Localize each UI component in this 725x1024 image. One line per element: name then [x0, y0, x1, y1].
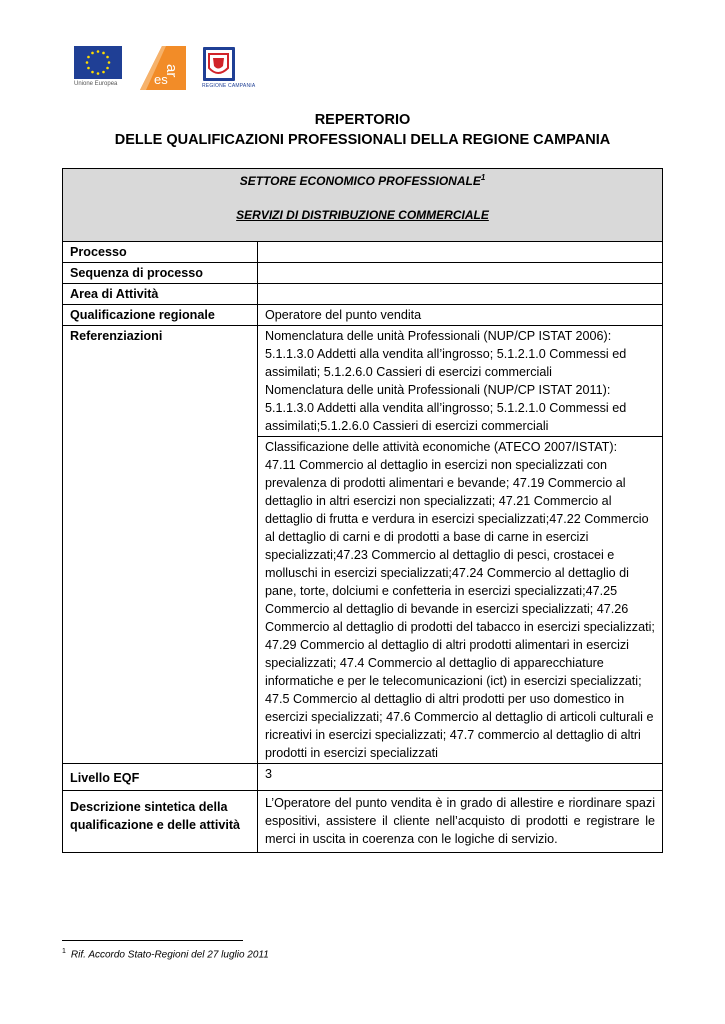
eu-flag-icon — [74, 46, 122, 79]
row-value-qualificazione: Operatore del punto vendita — [258, 305, 663, 326]
row-value-nup — [258, 326, 663, 437]
eu-star-icon — [97, 72, 100, 75]
eu-star-icon — [102, 71, 105, 74]
table-row — [63, 764, 663, 791]
eu-star-icon — [86, 61, 89, 64]
eu-star-icon — [91, 71, 94, 74]
eu-star-icon — [87, 56, 90, 59]
eu-star-icon — [97, 50, 100, 53]
table-row — [63, 263, 663, 284]
eu-logo — [74, 46, 124, 87]
row-value-sequenza — [258, 263, 663, 284]
title-line-1: REPERTORIO — [314, 112, 411, 128]
row-label-area: Area di Attività — [63, 284, 258, 305]
footnote-separator — [62, 940, 243, 941]
eu-star-icon — [87, 67, 90, 70]
sector-label — [70, 172, 655, 190]
eu-star-icon — [108, 61, 111, 64]
row-label-qualificazione: Qualificazione regionale — [63, 305, 258, 326]
row-label-livello: Livello EQF — [63, 764, 258, 791]
table-row — [63, 284, 663, 305]
row-value-descrizione: L’Operatore del punto vendita è in grado di allestire e riordinare spazi espositivi, assistere il cliente nell’acquisto di prodotti e registrare le merci in uscita in coerenza con le logiche di servizio. — [258, 791, 663, 853]
eu-caption: Unione Europea — [74, 81, 118, 87]
eu-star-icon — [106, 67, 109, 70]
sector-cell — [63, 169, 663, 242]
regione-campania-caption: REGIONE CAMPANIA — [202, 83, 256, 89]
sector-row — [63, 169, 663, 242]
table-row — [63, 242, 663, 263]
footnote-ref: 1 — [480, 173, 486, 182]
row-label-processo: Processo — [63, 242, 258, 263]
title-line-2: DELLE QUALIFICAZIONI PROFESSIONALI DELLA REGIONE CAMPANIA — [114, 132, 611, 148]
eu-star-icon — [91, 52, 94, 55]
nup-2011-codes: 5.1.1.3.0 Addetti alla vendita all’ingrosso; 5.1.2.1.0 Commessi ed assimilati;5.1.2.6.0 Cassieri di esercizi commerciali — [265, 401, 627, 433]
nup-2006-title: Nomenclatura delle unità Professionali (NUP/CP ISTAT 2006): — [265, 329, 612, 343]
qualification-table — [62, 168, 663, 853]
row-value-area — [258, 284, 663, 305]
sector-label-text: SETTORE ECONOMICO PROFESSIONALE — [239, 174, 481, 188]
regione-campania-logo — [202, 46, 256, 89]
footnote — [62, 948, 269, 960]
row-value-processo — [258, 242, 663, 263]
table-row — [63, 791, 663, 853]
ateco-title: Classificazione delle attività economiche (ATECO 2007/ISTAT): — [265, 440, 618, 454]
row-label-referenziazioni: Referenziazioni — [63, 326, 258, 764]
arlas-logo-icon — [140, 46, 186, 90]
svg-text:ar: ar — [163, 64, 180, 78]
table-row — [63, 326, 663, 437]
row-value-ateco — [258, 437, 663, 764]
header-logos — [74, 46, 256, 90]
eu-star-icon — [102, 52, 105, 55]
nup-2011-title: Nomenclatura delle unità Professionali (NUP/CP ISTAT 2011): — [265, 383, 611, 397]
footnote-number: 1 — [62, 948, 66, 955]
row-label-descrizione: Descrizione sintetica della qualificazione e delle attività — [63, 791, 258, 853]
document-title — [0, 110, 725, 150]
regione-campania-shield-icon — [202, 46, 236, 82]
row-value-livello: 3 — [258, 764, 663, 791]
sector-name: SERVIZI DI DISTRIBUZIONE COMMERCIALE — [236, 208, 489, 222]
table-row — [63, 305, 663, 326]
footnote-text: Rif. Accordo Stato-Regioni del 27 luglio 2011 — [70, 949, 269, 961]
eu-star-icon — [106, 56, 109, 59]
svg-text:es: es — [154, 72, 168, 87]
ateco-codes: 47.11 Commercio al dettaglio in esercizi non specializzati con prevalenza di prodotti alimentari e bevande; 47.19 Commercio al dettaglio in altri esercizi non specializzati; 47.21 Commercio al dettaglio di frutta e verdura in esercizi specializzati;47.22 Commercio al dettaglio di carni e di prodotti a base di carne in esercizi specializzati;47.23 Commercio al dettaglio di pesci, crostacei e molluschi in esercizi specializzati;47.24 Commercio al dettaglio di pane, torte, dolciumi e confetteria in esercizi specializzati;47.25 Commercio al dettaglio di bevande in esercizi specializzati; 47.26 Commercio al dettaglio di prodotti del tabacco in esercizi specializzati; 47.29 Commercio al dettaglio di altri prodotti alimentari in esercizi specializzati; 47.4 Commercio al dettaglio di apparecchiature informatiche e per le telecomunicazioni (ict) in esercizi specializzati; 47.5 Commercio al dettaglio di altri prodotti per uso domestico in esercizi specializzati; 47.6 Commercio al dettaglio di articoli culturali e ricreativi in esercizi specializzati; 47.7 commercio al dettaglio di altri prodotti in esercizi specializzati — [265, 458, 655, 760]
row-label-sequenza: Sequenza di processo — [63, 263, 258, 284]
nup-2006-codes: 5.1.1.3.0 Addetti alla vendita all’ingrosso; 5.1.2.1.0 Commessi ed assimilati; 5.1.2.6.0 Cassieri di esercizi commerciali — [265, 347, 627, 379]
